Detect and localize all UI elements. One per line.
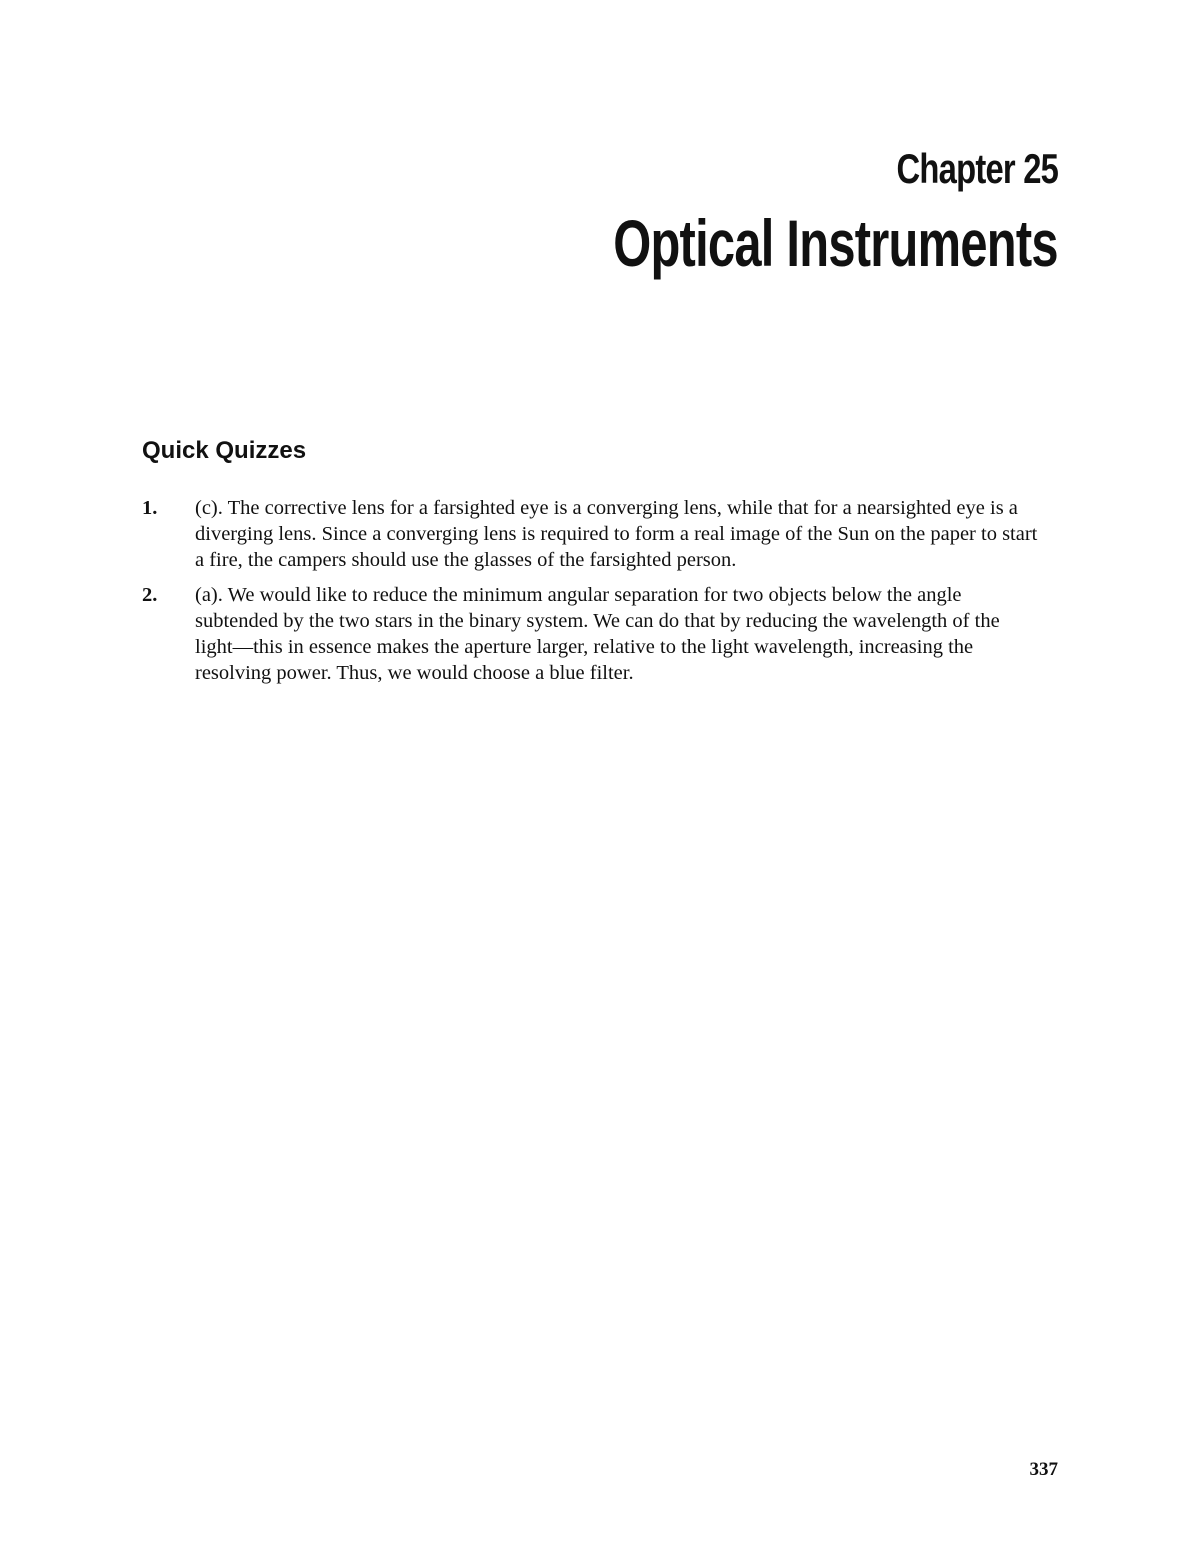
quiz-item-2 xyxy=(142,583,1042,686)
section-heading: Quick Quizzes xyxy=(142,436,307,464)
page-number: 337 xyxy=(1029,1459,1058,1480)
quiz-answer-text: (a). We would like to reduce the minimum angular separation for two objects below the angle subtended by the two stars in the binary system. We can do that by reducing the wavelength of the light—this in essence makes the aperture larger, relative to the light wavelength, increasing the resolving power. Thus, we would choose a blue filter. xyxy=(195,584,1000,684)
chapter-label: Chapter 25 xyxy=(896,145,1058,192)
chapter-title: Optical Instruments xyxy=(613,206,1058,280)
quiz-number: 2. xyxy=(142,584,158,607)
quiz-list xyxy=(142,496,1042,697)
quiz-item-1 xyxy=(142,496,1042,573)
quiz-number: 1. xyxy=(142,497,158,519)
quiz-answer-text: (c). The corrective lens for a farsighted eye is a converging lens, while that for a nearsighted eye is a diverging lens. Since a converging lens is required to form a real image of the Sun on the paper to start a fire, the campers should use the glasses of the farsighted person. xyxy=(195,497,1038,571)
